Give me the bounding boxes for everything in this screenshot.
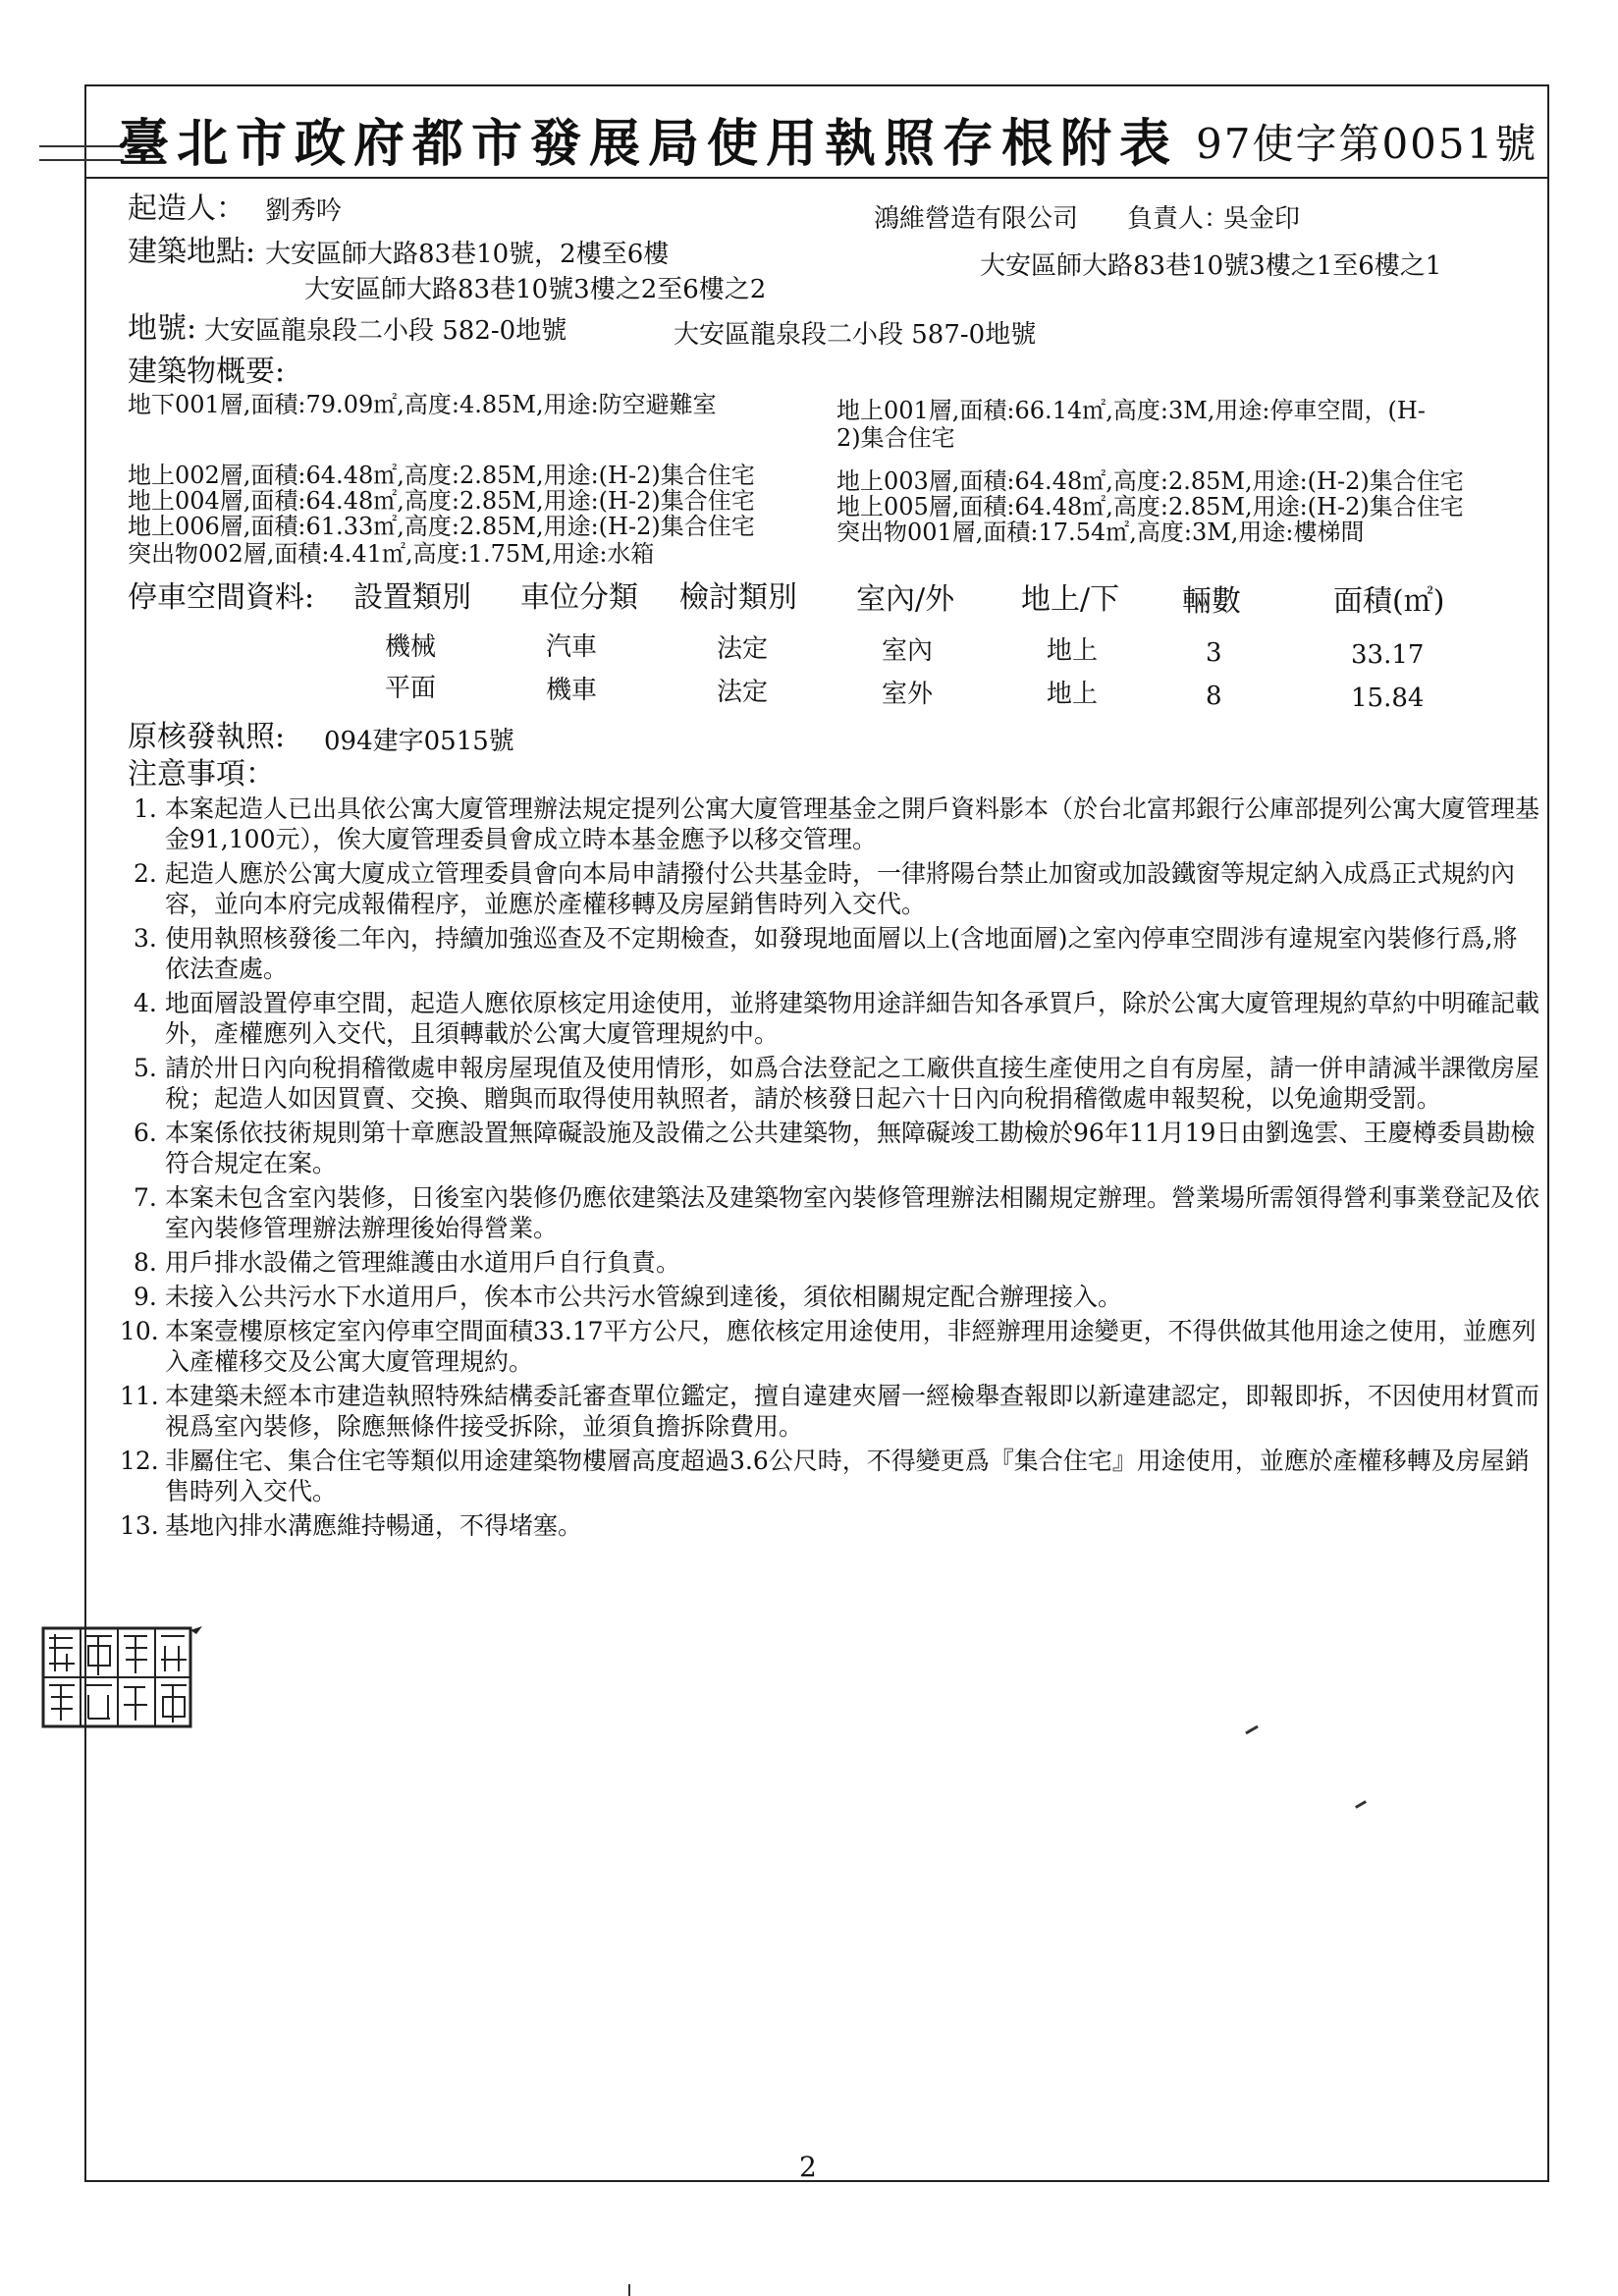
official-seal	[37, 1624, 204, 1730]
applicant-name: 劉秀吟	[265, 196, 343, 226]
permit-number: 97使字第0051號	[1196, 120, 1538, 168]
site-label: 建築地點:	[128, 235, 256, 269]
parking-cell: 33.17	[1351, 640, 1425, 670]
note-item: 12. 非屬住宅、集合住宅等類似用途建築物樓層高度超過3.6公尺時，不得變更爲『集合住宅』用途使用，並應於產權移轉及房屋銷售時列入交代。	[120, 1447, 1530, 1505]
parking-cell: 機車	[546, 676, 598, 705]
floor-3: 地上003層,面積:64.48㎡,高度:2.85M,用途:(H-2)集合住宅	[836, 467, 1464, 495]
header-divider	[84, 177, 1549, 179]
note-item: 8. 用戶排水設備之管理維護由水道用戶自行負責。	[134, 1248, 681, 1277]
parking-cell: 法定	[717, 634, 769, 664]
floor-b1: 地下001層,面積:79.09㎡,高度:4.85M,用途:防空避難室	[128, 391, 717, 418]
floor-6: 地上006層,面積:61.33㎡,高度:2.85M,用途:(H-2)集合住宅	[128, 513, 755, 540]
parking-cell: 機械	[385, 632, 437, 662]
scan-mark	[39, 145, 124, 161]
note-item: 3. 使用執照核發後二年內，持續加強巡查及不定期檢查，如發現地面層以上(含地面層)之室內停車空間涉有違規室內裝修行爲,將依法查處。	[134, 924, 1518, 983]
lot-label: 地號:	[128, 311, 197, 346]
responsible-label: 負責人：	[1127, 204, 1230, 234]
note-item: 7. 本案未包含室內裝修，日後室內裝修仍應依建築法及建築物室內裝修管理辦法相關規定辦理。營業場所需領得營利事業登記及依室內裝修管理辦法辦理後始得營業。	[134, 1183, 1540, 1242]
parking-cell: 室內	[882, 636, 934, 666]
site-line-2: 大安區師大路83巷10號3樓之2至6樓之2	[304, 275, 767, 304]
notes-list	[120, 793, 1541, 1545]
document-title: 臺北市政府都市發展局使用執照存根附表	[118, 114, 1179, 174]
site-line-1: 大安區師大路83巷10號，2樓至6樓	[265, 240, 670, 269]
parking-cell: 室外	[882, 680, 934, 709]
notes-label: 注意事項：	[128, 757, 275, 792]
page-number: 2	[799, 2151, 817, 2183]
parking-cell: 地上	[1047, 680, 1099, 709]
floor-5: 地上005層,面積:64.48㎡,高度:2.85M,用途:(H-2)集合住宅	[836, 493, 1464, 520]
parking-cell: 汽車	[546, 632, 598, 662]
responsible-name: 吳金印	[1223, 204, 1301, 234]
note-item: 5. 請於卅日內向稅捐稽徵處申報房屋現值及使用情形，如爲合法登記之工廠供直接生產使用之自有房屋，請一併申請減半課徵房屋稅；起造人如因買賣、交換、贈與而取得使用執照者，請於核發日起六十日內向稅捐稽徵處申報契稅，以免逾期受罰。	[134, 1054, 1540, 1113]
site-line-1-right: 大安區師大路83巷10號3樓之1至6樓之1	[980, 251, 1442, 281]
note-item: 4. 地面層設置停車空間，起造人應依原核定用途使用，並將建築物用途詳細告知各承買戶，除於公寓大廈管理規約草約中明確記載外，產權應列入交代，且須轉載於公寓大廈管理規約中。	[134, 989, 1540, 1048]
parking-cell: 8	[1206, 682, 1222, 711]
note-item: 9. 未接入公共污水下水道用戶，俟本市公共污水管線到達後，須依相關規定配合辦理接入。	[134, 1283, 1123, 1311]
note-item: 11. 本建築未經本市建造執照特殊結構委託審查單位鑑定，擅自違建夾層一經檢舉查報即以新違建認定，即報即拆，不因使用材質而視爲室內裝修，除應無條件接受拆除，並須負擔拆除費用。	[120, 1382, 1540, 1441]
floor-1: 地上001層,面積:66.14㎡,高度:3M,用途:停車空間，(H-	[836, 397, 1426, 424]
parking-header-indoor: 室內/外	[856, 582, 955, 617]
contractor-name: 鴻維營造有限公司	[874, 204, 1079, 234]
original-license-number: 094建字0515號	[324, 727, 514, 756]
floor-1-cont: 2)集合住宅	[836, 424, 955, 452]
original-license-label: 原核發執照:	[128, 720, 286, 754]
applicant-label: 起造人：	[128, 191, 245, 226]
parking-header-review: 檢討類別	[679, 580, 797, 615]
parking-cell: 法定	[717, 678, 769, 707]
rooftop-1: 突出物001層,面積:17.54㎡,高度:3M,用途:樓梯間	[836, 519, 1365, 546]
floor-4: 地上004層,面積:64.48㎡,高度:2.85M,用途:(H-2)集合住宅	[128, 487, 755, 515]
parking-cell: 地上	[1047, 636, 1099, 666]
floor-2: 地上002層,面積:64.48㎡,高度:2.85M,用途:(H-2)集合住宅	[128, 462, 755, 489]
scan-speck	[628, 2284, 630, 2296]
parking-cell: 3	[1206, 638, 1222, 668]
parking-cell: 15.84	[1351, 683, 1425, 713]
building-summary-label: 建築物概要:	[128, 355, 286, 389]
parking-cell: 平面	[385, 674, 437, 703]
parking-header-level: 地上/下	[1021, 582, 1120, 617]
parking-header-count: 輛數	[1182, 584, 1241, 619]
parking-header-area: 面積(㎡)	[1333, 584, 1445, 619]
lot-number-2: 大安區龍泉段二小段 587-0地號	[674, 320, 1037, 350]
rooftop-2: 突出物002層,面積:4.41㎡,高度:1.75M,用途:水箱	[128, 540, 655, 568]
note-item: 2. 起造人應於公寓大廈成立管理委員會向本局申請撥付公共基金時，一律將陽台禁止加窗或加設鐵窗等規定納入成爲正式規約內容，並向本府完成報備程序，並應於產權移轉及房屋銷售時列入交代。	[134, 859, 1516, 918]
note-item: 6. 本案係依技術規則第十章應設置無障礙設施及設備之公共建築物，無障礙竣工勘檢於96年11月19日由劉逸雲、王慶樽委員勘檢符合規定在案。	[134, 1119, 1536, 1177]
note-item: 13. 基地內排水溝應維持暢通，不得堵塞。	[120, 1511, 583, 1540]
parking-label: 停車空間資料:	[128, 580, 315, 615]
parking-header-vehicle: 車位分類	[520, 580, 638, 615]
parking-header-type: 設置類別	[353, 580, 471, 615]
lot-number-1: 大安區龍泉段二小段 582-0地號	[204, 316, 567, 346]
note-item: 1. 本案起造人已出具依公寓大廈管理辦法規定提列公寓大廈管理基金之開戶資料影本（於台北富邦銀行公庫部提列公寓大廈管理基金91,100元），俟大廈管理委員會成立時本基金應予以移交管理。	[134, 794, 1540, 853]
note-item: 10. 本案壹樓原核定室內停車空間面積33.17平方公尺，應依核定用途使用，非經辦理用途變更，不得供做其他用途之使用，並應列入產權移交及公寓大廈管理規約。	[120, 1317, 1537, 1376]
